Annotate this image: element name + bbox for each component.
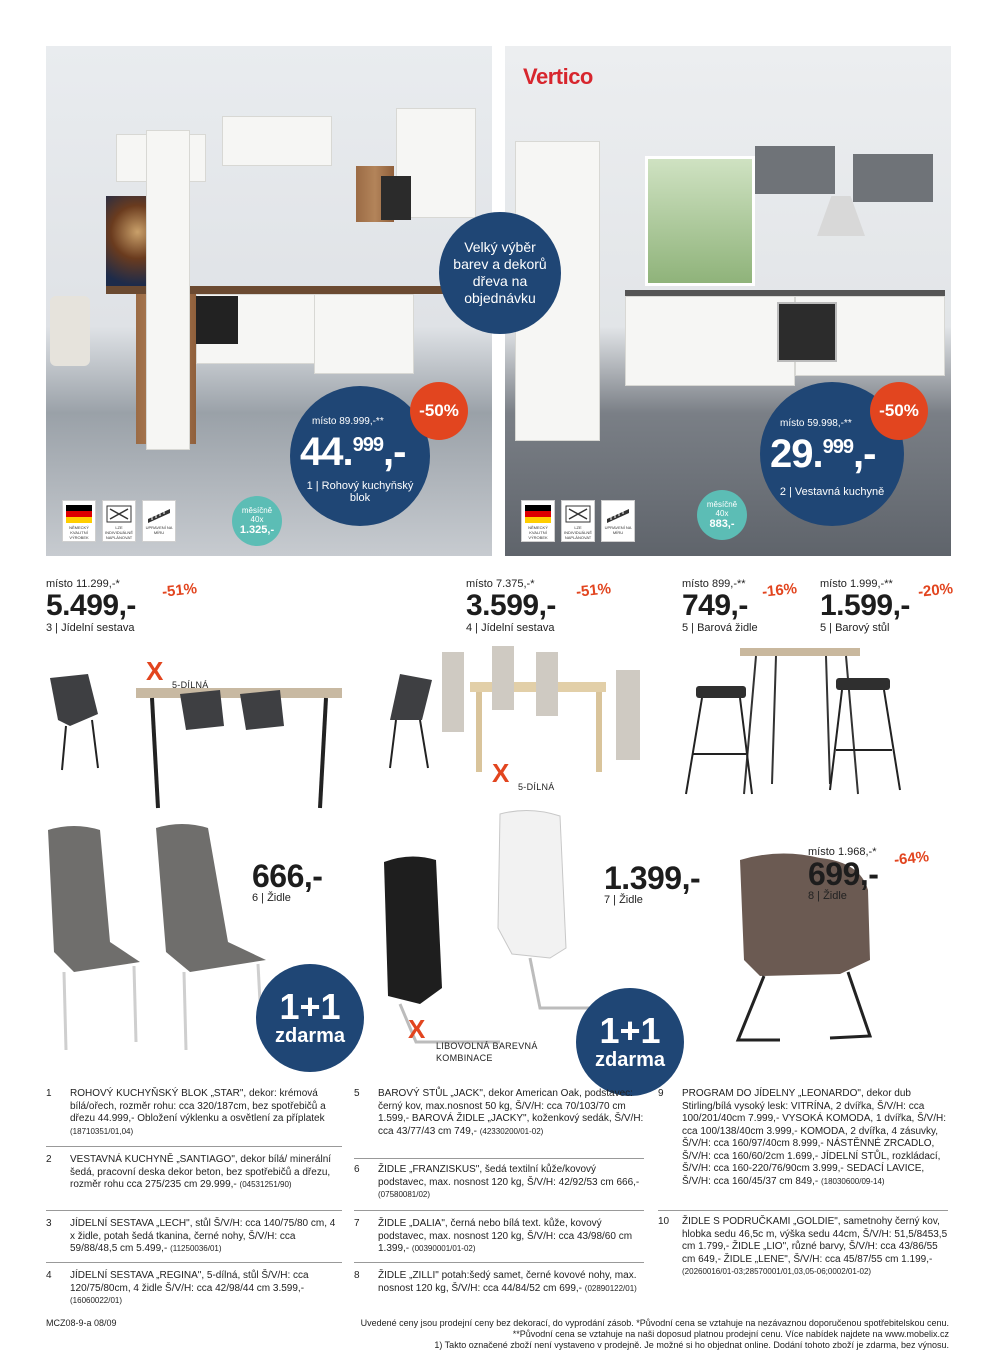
- desc-code: (00390001/01-02): [411, 1244, 476, 1253]
- badge-plan: [561, 500, 595, 542]
- product-label: 5 | Barový stůl: [820, 622, 890, 634]
- separator: [46, 1210, 342, 1211]
- product-6-price-block: [252, 860, 322, 904]
- desc-code: (18710351/01,04): [70, 1126, 134, 1136]
- desc-code: (04531251/90): [239, 1180, 292, 1189]
- badge-measure: [601, 500, 635, 542]
- product-label: 6 | Židle: [252, 892, 291, 904]
- badge-caption: UPRAVENÍ NA MÍRU: [604, 525, 632, 535]
- desc-text: JÍDELNÍ SESTAVA „REGINA", 5-dílná, stůl Š/V/H: cca 120/75/80cm, 4 židle Š/V/H: cca 42/98/44 cm 3.599,-: [70, 1270, 309, 1294]
- desc-8: [354, 1270, 644, 1295]
- desc-code: (02890122/01): [584, 1283, 637, 1293]
- base-cabinet: [625, 296, 795, 386]
- feature-badges: [521, 500, 635, 542]
- dining-set-4-image: [440, 646, 650, 786]
- product-label: 5 | Barová židle: [682, 622, 758, 634]
- base-cabinet: [314, 294, 414, 374]
- x-mark-icon: X: [408, 1014, 426, 1044]
- desc-number: 5: [354, 1088, 360, 1099]
- desc-text: ŽIDLE S PODRUČKAMI „GOLDIE", sametnohy černý kov, hlobka sedu 46,5c m, výška sedu 44cm, Š/V/H: 51,5/8453,5 cm 1.799,- ŽIDLE „LIO", různé barvy, Š/V/H: cca 43/86/55 cm 649,- ŽIDLE „LENE", Š/V/H: cca 45/87/55 cm 1.199,-: [682, 1216, 948, 1265]
- price-main: [300, 430, 405, 475]
- price-was: místo 1.999,-**: [820, 578, 893, 590]
- upper-cabinet: [222, 116, 332, 166]
- desc-code: (07580081/02): [378, 1190, 431, 1199]
- monthly-badge-right: [697, 490, 747, 540]
- desc-6: [354, 1164, 644, 1202]
- price-int: 29.: [770, 432, 823, 476]
- monthly-label: měsíčně: [706, 500, 738, 509]
- price-main: [770, 432, 875, 477]
- oven: [196, 296, 238, 344]
- caption-line: 1 | Rohový kuchyňský: [306, 480, 414, 492]
- monthly-count: 40x: [250, 515, 264, 524]
- colour-note: [436, 1040, 538, 1064]
- monthly-label: měsíčně: [241, 506, 273, 515]
- dining-set-3-image: [40, 650, 440, 810]
- discount: -20%: [917, 580, 954, 601]
- desc-number: 8: [354, 1270, 360, 1281]
- product-label: 4 | Jídelní sestava: [466, 622, 555, 634]
- caption-line: blok: [349, 492, 371, 504]
- price: 1.399,-: [604, 860, 701, 896]
- monthly-value: 883,-: [709, 518, 735, 530]
- product-5b-price-block: [820, 578, 910, 634]
- desc-7: [354, 1218, 644, 1256]
- desc-text: ROHOVÝ KUCHYŇSKÝ BLOK „STAR", dekor: krémová bílá/ořech, rozměr rohu: cca 320/187cm, bez spotřebičů a dřezu 44.999,- Obložení výklenku a osvětlení za příplatek: [70, 1088, 326, 1124]
- desc-10: [658, 1216, 948, 1279]
- price-sup: 999: [352, 434, 383, 456]
- badge-plan: [102, 500, 136, 542]
- disclaimer-line: **Původní cena se vztahuje na naši doposud platnou prodejní cenu. Více nabídek najdete na www.mobelix.cz: [512, 1329, 949, 1339]
- upper-cabinet: [755, 146, 835, 194]
- note-line: KOMBINACE: [436, 1053, 493, 1063]
- discount: -16%: [761, 580, 798, 601]
- footer-disclaimer: [269, 1318, 949, 1351]
- product-4-price-block: [466, 578, 556, 634]
- window: [645, 156, 755, 286]
- promo-line1: 1+1: [599, 1010, 661, 1051]
- desc-number: 4: [46, 1270, 52, 1281]
- monthly-value: 1.325,-: [239, 524, 275, 536]
- disclaimer-line: 1) Takto označené zboží není vystaveno v prodejně. Je možné si ho objednat online. Dodání tohoto zboží je zdarma, bez výnosu.: [434, 1340, 949, 1350]
- price-sup: 999: [822, 436, 853, 458]
- desc-code: (42330200/01-02): [479, 1126, 544, 1136]
- discount-badge-right: -50%: [870, 382, 928, 440]
- price-was: místo 7.375,-*: [466, 578, 535, 590]
- hood: [817, 196, 865, 236]
- badge-caption: LZE INDIVIDUÁLNĚ NAPLÁNOVAT: [104, 525, 133, 540]
- catalog-code: MCZ08-9-a 08/09: [46, 1318, 117, 1328]
- desc-number: 10: [658, 1216, 670, 1227]
- discount: -51%: [161, 580, 198, 601]
- monthly-count: 40x: [715, 509, 729, 518]
- separator: [354, 1210, 644, 1211]
- desc-number: 7: [354, 1218, 360, 1229]
- discount: -64%: [893, 848, 930, 869]
- vertico-logo: Vertico: [523, 64, 593, 89]
- chair-photo: [50, 296, 90, 366]
- upper-cabinet: [853, 154, 933, 202]
- discount: -51%: [575, 580, 612, 601]
- desc-text: VESTAVNÁ KUCHYNĚ „SANTIAGO", dekor bílá/ minerální šedá, pracovní deska dekor beton, bez spotřebičů a dřezu, rozměr rohu cca 275/235 cm 29.999,-: [70, 1154, 332, 1190]
- desc-number: 6: [354, 1164, 360, 1175]
- pencil-ruler-icon: [106, 505, 132, 523]
- separator: [354, 1158, 644, 1159]
- feature-badges: [62, 500, 176, 542]
- desc-text: PROGRAM DO JÍDELNY „LEONARDO", dekor dub Stirling/bílá vysoký lesk: VITRÍNA, 2 dvířka, Š/V/H: cca 100/201/40cm 7.999,- VYSOKÁ KOMODA, 1 dvířka, Š/V/H: cca 100/138/40cm 3.999,- KOMODA, 2 dvířka, 4 zásuvky, Š/V/H: cca 160/97/40cm 8.999,- NÁSTĚNNÉ ZRCADLO, Š/V/H: cca 160/60/2cm 1.699,- JÍDELNÍ STŮL, rozkládací, Š/V/H: cca 160-220/76/90cm 3.999,- SEDACÍ LAVICE, Š/V/H: cca 160/45/37 cm 849,-: [682, 1088, 947, 1187]
- x-mark-icon: X: [146, 656, 164, 686]
- info-circle-text: Velký výběr barev a dekorů dřeva na objednávku: [453, 239, 547, 306]
- desc-text: JÍDELNÍ SESTAVA „LECH", stůl Š/V/H: cca 140/75/80 cm, 4 x židle, potah šedá tkanina, černé nohy, Š/V/H: cca 59/88/48,5 cm 5.499,-: [70, 1218, 336, 1254]
- badge-caption: LZE INDIVIDUÁLNĚ NAPLÁNOVAT: [563, 525, 592, 540]
- price-tail: ,-: [382, 430, 406, 474]
- disclaimer-line: Uvedené ceny jsou prodejní ceny bez dekorací, do vyprodání zásob. *Původní cena se vztahuje na nezávaznou doporučenou spotřebitelskou cenu.: [360, 1318, 949, 1328]
- price: 1.599,-: [820, 589, 910, 622]
- desc-text: ŽIDLE „DALIA", černá nebo bílá text. kůže, kovový podstavec, max. nosnost 120 kg, Š/V/H: cca 43/98/60 cm 1.399,-: [378, 1218, 633, 1254]
- pencil-ruler-icon: [565, 505, 591, 523]
- price-circle-left: [290, 386, 430, 526]
- separator: [354, 1262, 644, 1263]
- badge-caption: UPRAVENÍ NA MÍRU: [145, 525, 173, 535]
- product-label: 8 | Židle: [808, 890, 847, 902]
- price: 666,-: [252, 858, 323, 894]
- separator: [46, 1262, 342, 1263]
- price-was: místo 1.968,-*: [808, 846, 877, 858]
- badge-caption: NĚMECKÝ KVALITNÍ VÝROBEK: [528, 525, 548, 540]
- badge-german: [62, 500, 96, 542]
- badge-measure: [142, 500, 176, 542]
- promo-circle-6: [256, 964, 364, 1072]
- price-was: místo 11.299,-*: [46, 578, 120, 590]
- german-flag-icon: [66, 505, 92, 523]
- desc-number: 9: [658, 1088, 664, 1099]
- note-line: LIBOVOLNÁ BAREVNÁ: [436, 1041, 538, 1051]
- desc-text: ŽIDLE „FRANZISKUS", šedá textilní kůže/kovový podstavec, max. nosnost 120 kg, Š/V/H: 42/92/53 cm 666,-: [378, 1164, 640, 1188]
- badge-caption: NĚMECKÝ KVALITNÍ VÝROBEK: [69, 525, 89, 540]
- separator: [658, 1210, 948, 1211]
- desc-text: ŽIDLE „ZILLI" potah:šedý samet, černé kovové nohy, max. nosnost 120 kg, Š/V/H: cca 44/84/52 cm 699,-: [378, 1270, 637, 1294]
- x-mark-icon: X: [492, 758, 510, 788]
- product-5a-price-block: [682, 578, 758, 634]
- price-was: místo 59.998,-**: [780, 418, 852, 429]
- desc-code: (18030600/09-14): [820, 1176, 885, 1186]
- promo-line2: zdarma: [274, 1025, 346, 1047]
- desc-5: [354, 1088, 644, 1138]
- desc-code: (11250036/01): [170, 1244, 222, 1253]
- promo-circle-7: [576, 988, 684, 1096]
- desc-9: [658, 1088, 948, 1188]
- tape-measure-icon: [146, 505, 172, 523]
- price: 749,-: [682, 589, 748, 622]
- desc-number: 1: [46, 1088, 52, 1099]
- desc-1: [46, 1088, 342, 1138]
- price-tail: ,-: [852, 432, 876, 476]
- product-3-price-block: [46, 578, 136, 634]
- german-flag-icon: [525, 505, 551, 523]
- set-note: 5-DÍLNÁ: [172, 680, 209, 690]
- product-8-price-block: [808, 846, 878, 902]
- desc-4: [46, 1270, 342, 1308]
- price-was: místo 899,-**: [682, 578, 746, 590]
- info-circle: [439, 212, 561, 334]
- bar-set-image: [676, 644, 916, 804]
- badge-german: [521, 500, 555, 542]
- desc-text: BAROVÝ STŮL „JACK", dekor American Oak, podstavec: černý kov, max.nosnost 50 kg, Š/V/H: cca 70/103/70 cm 1.599,- BAROVÁ ŽIDLE „JACKY", koženkový sedák, Š/V/H: cca 43/77/43 cm 749,-: [378, 1088, 644, 1137]
- product-label: 3 | Jídelní sestava: [46, 622, 135, 634]
- promo-line2: zdarma: [594, 1049, 666, 1071]
- price-was: místo 89.999,-**: [312, 416, 384, 427]
- price-caption: [290, 480, 430, 504]
- price-int: 44.: [300, 430, 353, 474]
- desc-3: [46, 1218, 342, 1256]
- price: 3.599,-: [466, 589, 556, 622]
- price: 699,-: [808, 856, 879, 892]
- desc-2: [46, 1154, 342, 1192]
- desc-number: 2: [46, 1154, 52, 1165]
- tape-measure-icon: [605, 505, 631, 523]
- separator: [46, 1146, 342, 1147]
- promo-line1: 1+1: [279, 986, 341, 1027]
- oven: [777, 302, 837, 362]
- discount-badge-left: -50%: [410, 382, 468, 440]
- product-label: 7 | Židle: [604, 894, 643, 906]
- tall-cabinet: [146, 130, 190, 450]
- desc-number: 3: [46, 1218, 52, 1229]
- monthly-badge-left: [232, 496, 282, 546]
- price-caption: 2 | Vestavná kuchyně: [779, 486, 885, 498]
- set-note: 5-DÍLNÁ: [518, 782, 555, 792]
- desc-code: (16060022/01): [70, 1296, 123, 1305]
- product-7-price-block: [604, 862, 700, 906]
- hood: [381, 176, 411, 220]
- desc-code: (20260016/01-03;28570001/01,03,05-06;0002/01-02): [682, 1267, 872, 1276]
- price: 5.499,-: [46, 589, 136, 622]
